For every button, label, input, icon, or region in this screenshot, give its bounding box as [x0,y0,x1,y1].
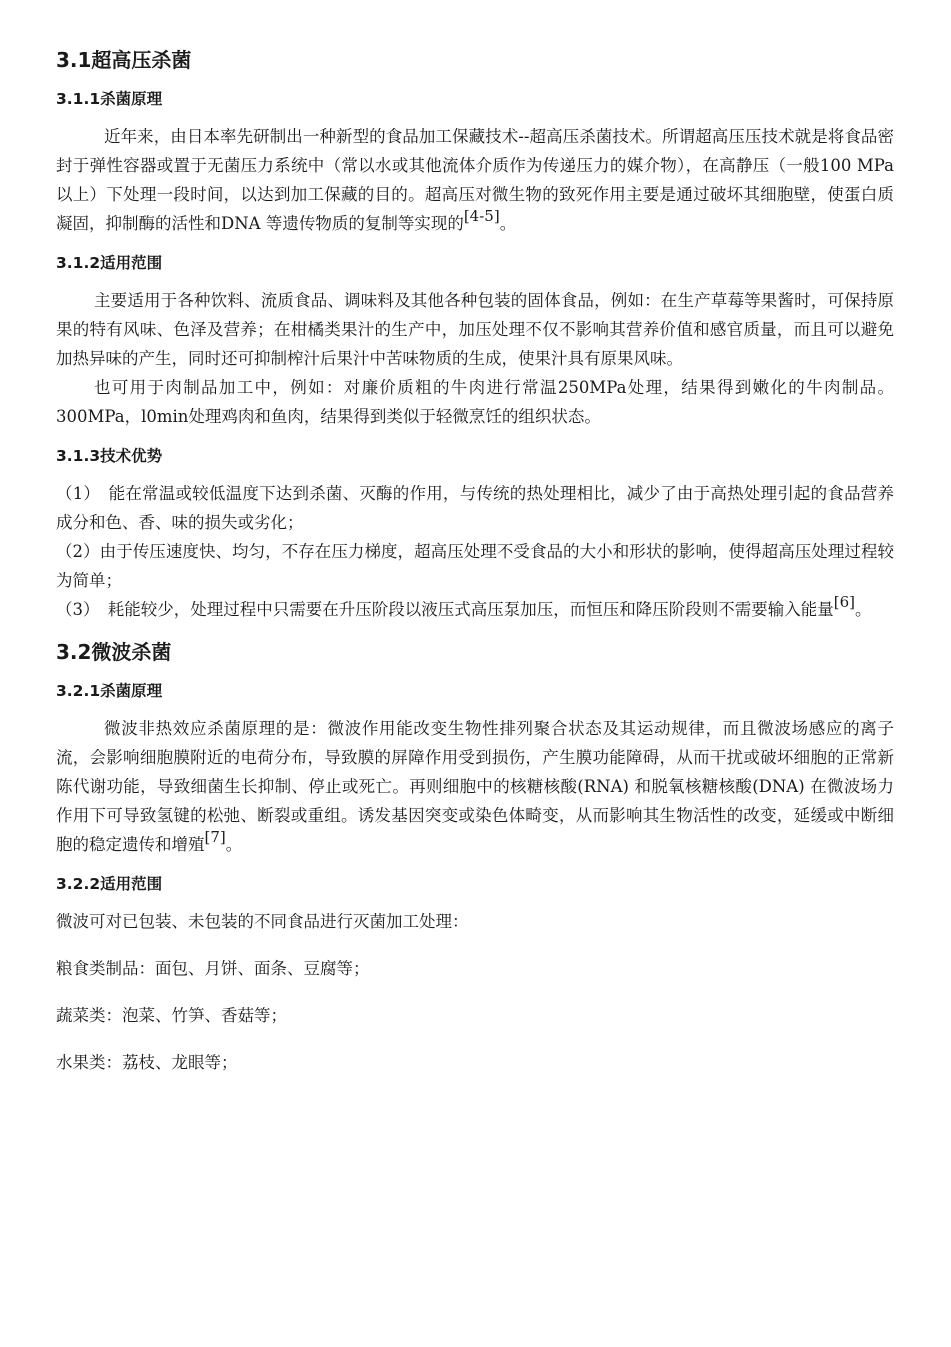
paragraph-text: 微波非热效应杀菌原理的是：微波作用能改变生物性排列聚合状态及其运动规律，而且微波场感应的离子流，会影响细胞膜附近的电荷分布，导致膜的屏障作用受到损伤，产生膜功能障碍，从而干扰或破坏细胞的正常新陈代谢功能，导致细菌生长抑制、停止或死亡。再则细胞中的核糖核酸(RNA) 和脱氧核糖核酸(DNA) 在微波场力作用下可导致氢键的松弛、断裂或重组。诱发基因突变或染色体畸变，从而影响其生物活性的改变，延缓或中断细胞的稳定遗传和增殖 [56,719,894,854]
list-item: （1） 能在常温或较低温度下达到杀菌、灭酶的作用，与传统的热处理相比，减少了由于高热处理引起的食品营养成分和色、香、味的损失或劣化； [56,484,894,532]
subsection-heading-3-2-1: 3.2.1杀菌原理 [56,682,163,700]
document-page [56,38,894,1077]
subsection-heading-3-1-3: 3.1.3技术优势 [56,447,163,465]
citation-ref: [6] [833,592,855,611]
citation-ref: [4-5] [463,206,500,225]
list-item [56,592,894,624]
paragraph-text: 近年来，由日本率先研制出一种新型的食品加工保藏技术--超高压杀菌技术。所谓超高压压技术就是将食品密封于弹性容器或置于无菌压力系统中（常以水或其他流体介质作为传递压力的媒介物），在高静压（一般100 MPa以上）下处理一段时间，以达到加工保藏的目的。超高压对微生物的致死作用主要是通过破坏其细胞壁，使蛋白质凝固，抑制酶的活性和DNA 等遗传物质的复制等实现的 [56,127,894,233]
list-line: 蔬菜类：泡菜、竹笋、香菇等； [56,1006,287,1025]
list-item: （2）由于传压速度快、均匀，不存在压力梯度，超高压处理不受食品的大小和形状的影响，使得超高压处理过程较为简单； [56,542,894,590]
paragraph-3-2-1 [56,714,894,859]
citation-ref: [7] [204,827,226,846]
list-line: 微波可对已包装、未包装的不同食品进行灭菌加工处理： [56,912,469,931]
sentence-end: 。 [499,214,517,233]
paragraph-3-1-1 [56,122,894,238]
section-heading-3-2: 3.2微波杀菌 [56,640,172,664]
paragraph-3-1-2-a: 主要适用于各种饮料、流质食品、调味料及其他各种包装的固体食品，例如：在生产草莓等果酱时，可保持原果的特有风味、色泽及营养；在柑橘类果汁的生产中，加压处理不仅不影响其营养价值和感官质量，而且可以避免加热异味的产生，同时还可抑制榨汁后果汁中苦味物质的生成，使果汁具有原果风味。 [56,291,894,368]
section-heading-3-1: 3.1超高压杀菌 [56,48,192,72]
list-line: 粮食类制品：面包、月饼、面条、豆腐等； [56,959,370,978]
sentence-end: 。 [855,600,872,619]
list-item-text: （3） 耗能较少，处理过程中只需要在升压阶段以液压式高压泵加压，而恒压和降压阶段则不需要输入能量 [56,600,834,619]
list-line: 水果类：荔枝、龙眼等； [56,1053,238,1072]
subsection-heading-3-2-2: 3.2.2适用范围 [56,875,163,893]
paragraph-3-1-2-b: 也可用于肉制品加工中，例如：对廉价质粗的牛肉进行常温250MPa处理，结果得到嫩化的牛肉制品。300MPa，l0min处理鸡肉和鱼肉，结果得到类似于轻微烹饪的组织状态。 [56,378,894,426]
subsection-heading-3-1-1: 3.1.1杀菌原理 [56,90,163,108]
subsection-heading-3-1-2: 3.1.2适用范围 [56,254,163,272]
sentence-end: 。 [225,835,243,854]
